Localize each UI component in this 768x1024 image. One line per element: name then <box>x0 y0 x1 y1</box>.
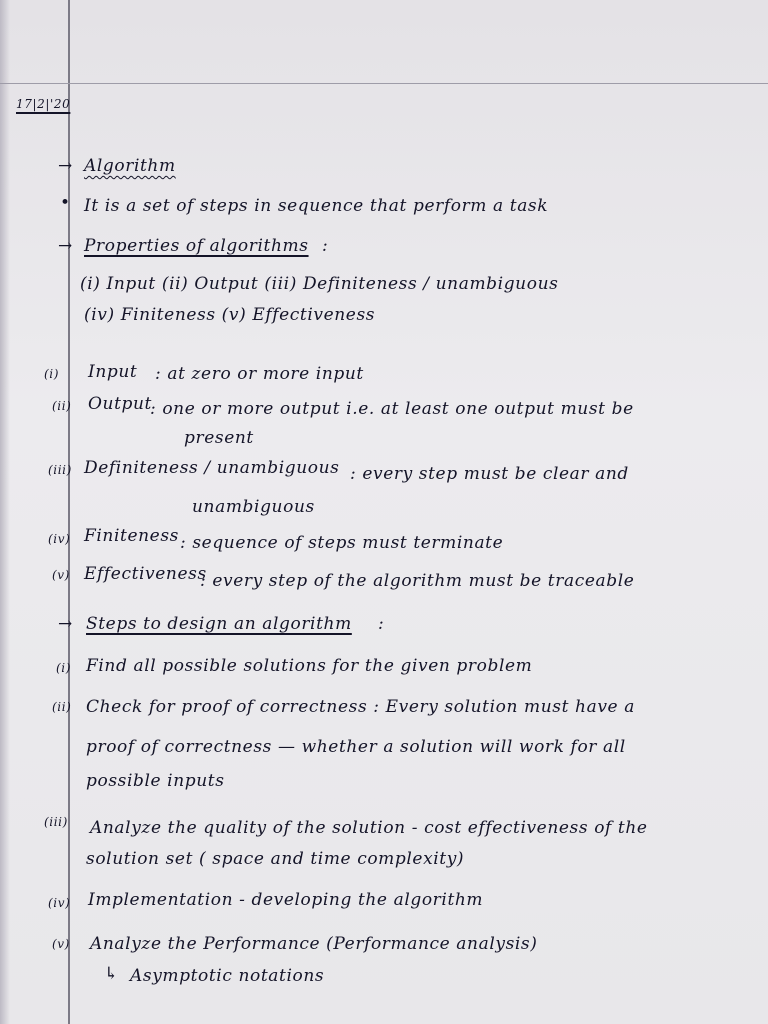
heading-arrow: → <box>58 156 73 176</box>
page-title: Algorithm <box>84 156 176 176</box>
step-number: (v) <box>52 937 70 951</box>
step-line: possible inputs <box>86 771 225 791</box>
properties-title: Properties of algorithms <box>84 236 309 256</box>
detail-number: (i) <box>44 367 60 381</box>
definition-text: It is a set of steps in sequence that perform a task <box>84 196 549 216</box>
detail-number: (iii) <box>48 463 72 477</box>
steps-arrow: → <box>58 614 73 634</box>
detail-number: (v) <box>52 568 70 582</box>
header-rule <box>0 83 768 84</box>
margin-line <box>68 0 70 1024</box>
detail-term: Finiteness <box>84 526 179 546</box>
detail-description: : every step of the algorithm must be traceable <box>200 571 635 591</box>
detail-number: (iv) <box>48 532 71 546</box>
properties-arrow: → <box>58 236 73 256</box>
sub-arrow: ↳ <box>104 964 119 984</box>
step-line: Analyze the quality of the solution - cost effectiveness of the <box>90 818 648 838</box>
detail-continuation: unambiguous <box>192 497 315 517</box>
properties-colon: : <box>322 236 329 256</box>
step-number: (iv) <box>48 896 71 910</box>
step-line: Find all possible solutions for the given problem <box>86 656 533 676</box>
step-line: solution set ( space and time complexity) <box>86 849 465 869</box>
step-line: Analyze the Performance (Performance analysis) <box>90 934 538 954</box>
definition-bullet: • <box>60 193 71 213</box>
step-line: Check for proof of correctness : Every solution must have a <box>86 697 635 717</box>
properties-list-line-2: (iv) Finiteness (v) Effectiveness <box>84 305 376 325</box>
page-edge-shadow <box>0 0 10 1024</box>
date: 17|2|'20 <box>16 97 71 111</box>
detail-term: Output <box>88 394 152 414</box>
detail-description: : at zero or more input <box>155 364 364 384</box>
steps-colon: : <box>378 614 385 634</box>
detail-term: Effectiveness <box>84 564 207 584</box>
detail-description: : sequence of steps must terminate <box>180 533 504 553</box>
step-number: (ii) <box>52 700 72 714</box>
step-line: proof of correctness — whether a solution will work for all <box>86 737 626 757</box>
detail-description: : every step must be clear and <box>350 464 629 484</box>
step-number: (i) <box>56 661 72 675</box>
steps-title: Steps to design an algorithm <box>86 614 352 634</box>
properties-list-line-1: (i) Input (ii) Output (iii) Definiteness / unambiguous <box>80 274 559 294</box>
detail-continuation: present <box>184 428 254 448</box>
detail-number: (ii) <box>52 399 72 413</box>
detail-term: Input <box>88 362 138 382</box>
detail-description: : one or more output i.e. at least one output must be <box>150 399 634 419</box>
detail-term: Definiteness / unambiguous <box>84 458 340 478</box>
sub-note: Asymptotic notations <box>130 966 325 986</box>
step-number: (iii) <box>44 815 68 829</box>
step-line: Implementation - developing the algorithm <box>88 890 484 910</box>
